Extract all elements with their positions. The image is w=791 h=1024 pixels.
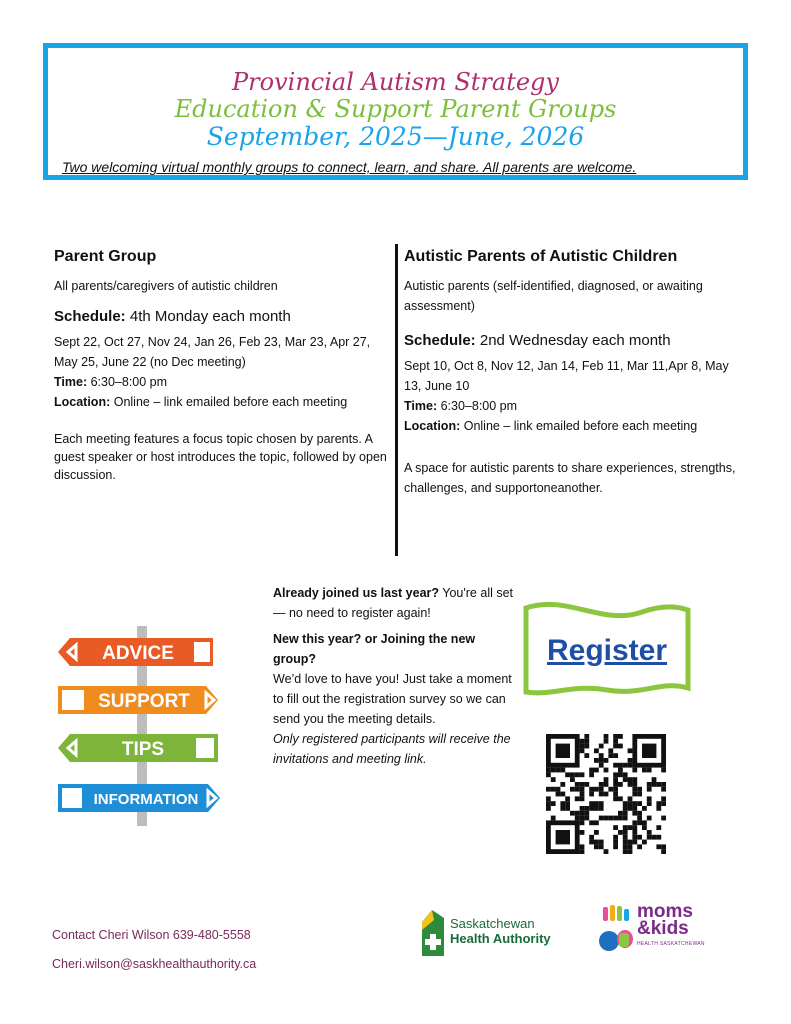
kids-word: &kids bbox=[637, 918, 689, 939]
parent-group-description: Each meeting features a focus topic chosen by parents. A guest speaker or host introduces the topic, followed by open discussion. bbox=[54, 432, 387, 482]
autistic-parents-dates: Sept 10, Oct 8, Nov 12, Jan 14, Feb 11, Mar 11,Apr 8, May 13, June 10 bbox=[404, 359, 729, 393]
moms-kids-logo bbox=[595, 903, 715, 963]
autistic-parents-description: A space for autistic parents to share experiences, strengths, challenges, and supportoneanother. bbox=[404, 461, 736, 495]
column-divider bbox=[395, 244, 398, 556]
sha-name-line1: Saskatchewan bbox=[450, 916, 535, 931]
qr-code[interactable] bbox=[546, 734, 666, 854]
tagline: Two welcoming virtual monthly groups to connect, learn, and share. All parents are welcome. bbox=[62, 159, 637, 175]
new-heading: New this year? or Joining the new group? bbox=[273, 632, 476, 666]
svg-text:INFORMATION: INFORMATION bbox=[93, 791, 199, 808]
returning-note: Already joined us last year? You're all set — no need to register again! bbox=[273, 586, 514, 620]
register-link[interactable]: Register bbox=[546, 634, 668, 667]
autistic-parents-column bbox=[404, 246, 744, 498]
moms-subtitle: HEALTH SASKATCHEWAN bbox=[637, 941, 705, 947]
program-title: Provincial Autism Strategy bbox=[232, 68, 559, 96]
sha-logo bbox=[420, 908, 580, 958]
contact-email[interactable]: Cheri.wilson@saskhealthauthority.ca bbox=[52, 957, 257, 971]
register-banner[interactable] bbox=[522, 600, 692, 700]
autistic-parents-schedule: Schedule: 2nd Wednesday each month bbox=[404, 332, 671, 349]
parent-group-location: Location: Online – link emailed before each meeting bbox=[54, 395, 348, 409]
autistic-parents-audience: Autistic parents (self-identified, diagnosed, or awaiting assessment) bbox=[404, 279, 703, 313]
registered-note: Only registered participants will receive the invitations and meeting link. bbox=[273, 732, 511, 766]
autistic-parents-time: Time: 6:30–8:00 pm bbox=[404, 399, 518, 413]
parent-group-title: Parent Group bbox=[54, 248, 157, 265]
svg-text:TIPS: TIPS bbox=[121, 739, 165, 760]
svg-text:SUPPORT: SUPPORT bbox=[98, 691, 190, 712]
parent-group-schedule: Schedule: 4th Monday each month bbox=[54, 308, 291, 325]
sha-emblem-icon bbox=[420, 908, 446, 958]
sha-name-line2: Health Authority bbox=[450, 931, 551, 946]
advice-sign bbox=[58, 638, 213, 666]
new-body: We’d love to have you! Just take a moment to fill out the registration survey so we can send you the meeting details. bbox=[273, 672, 512, 726]
registration-info bbox=[273, 583, 513, 769]
parent-group-time: Time: 6:30–8:00 pm bbox=[54, 375, 168, 389]
contact-line: Contact Cheri Wilson 639-480-5558 bbox=[52, 928, 251, 942]
svg-text:ADVICE: ADVICE bbox=[102, 643, 174, 664]
parent-group-column bbox=[54, 246, 389, 484]
support-sign bbox=[58, 686, 218, 714]
signpost-graphic bbox=[58, 626, 228, 826]
autistic-parents-title: Autistic Parents of Autistic Children bbox=[404, 248, 678, 265]
handprint-icon bbox=[595, 903, 637, 959]
program-subtitle: Education & Support Parent Groups bbox=[174, 95, 617, 123]
autistic-parents-location: Location: Online – link emailed before each meeting bbox=[404, 419, 698, 433]
parent-group-dates: Sept 22, Oct 27, Nov 24, Jan 26, Feb 23, Mar 23, Apr 27, May 25, June 22 (no Dec meeting) bbox=[54, 335, 371, 369]
moms-word: moms bbox=[637, 901, 693, 922]
information-sign bbox=[58, 784, 220, 812]
program-dates: September, 2025—June, 2026 bbox=[206, 122, 585, 151]
tips-sign bbox=[58, 734, 218, 762]
parent-group-audience: All parents/caregivers of autistic children bbox=[54, 279, 278, 293]
